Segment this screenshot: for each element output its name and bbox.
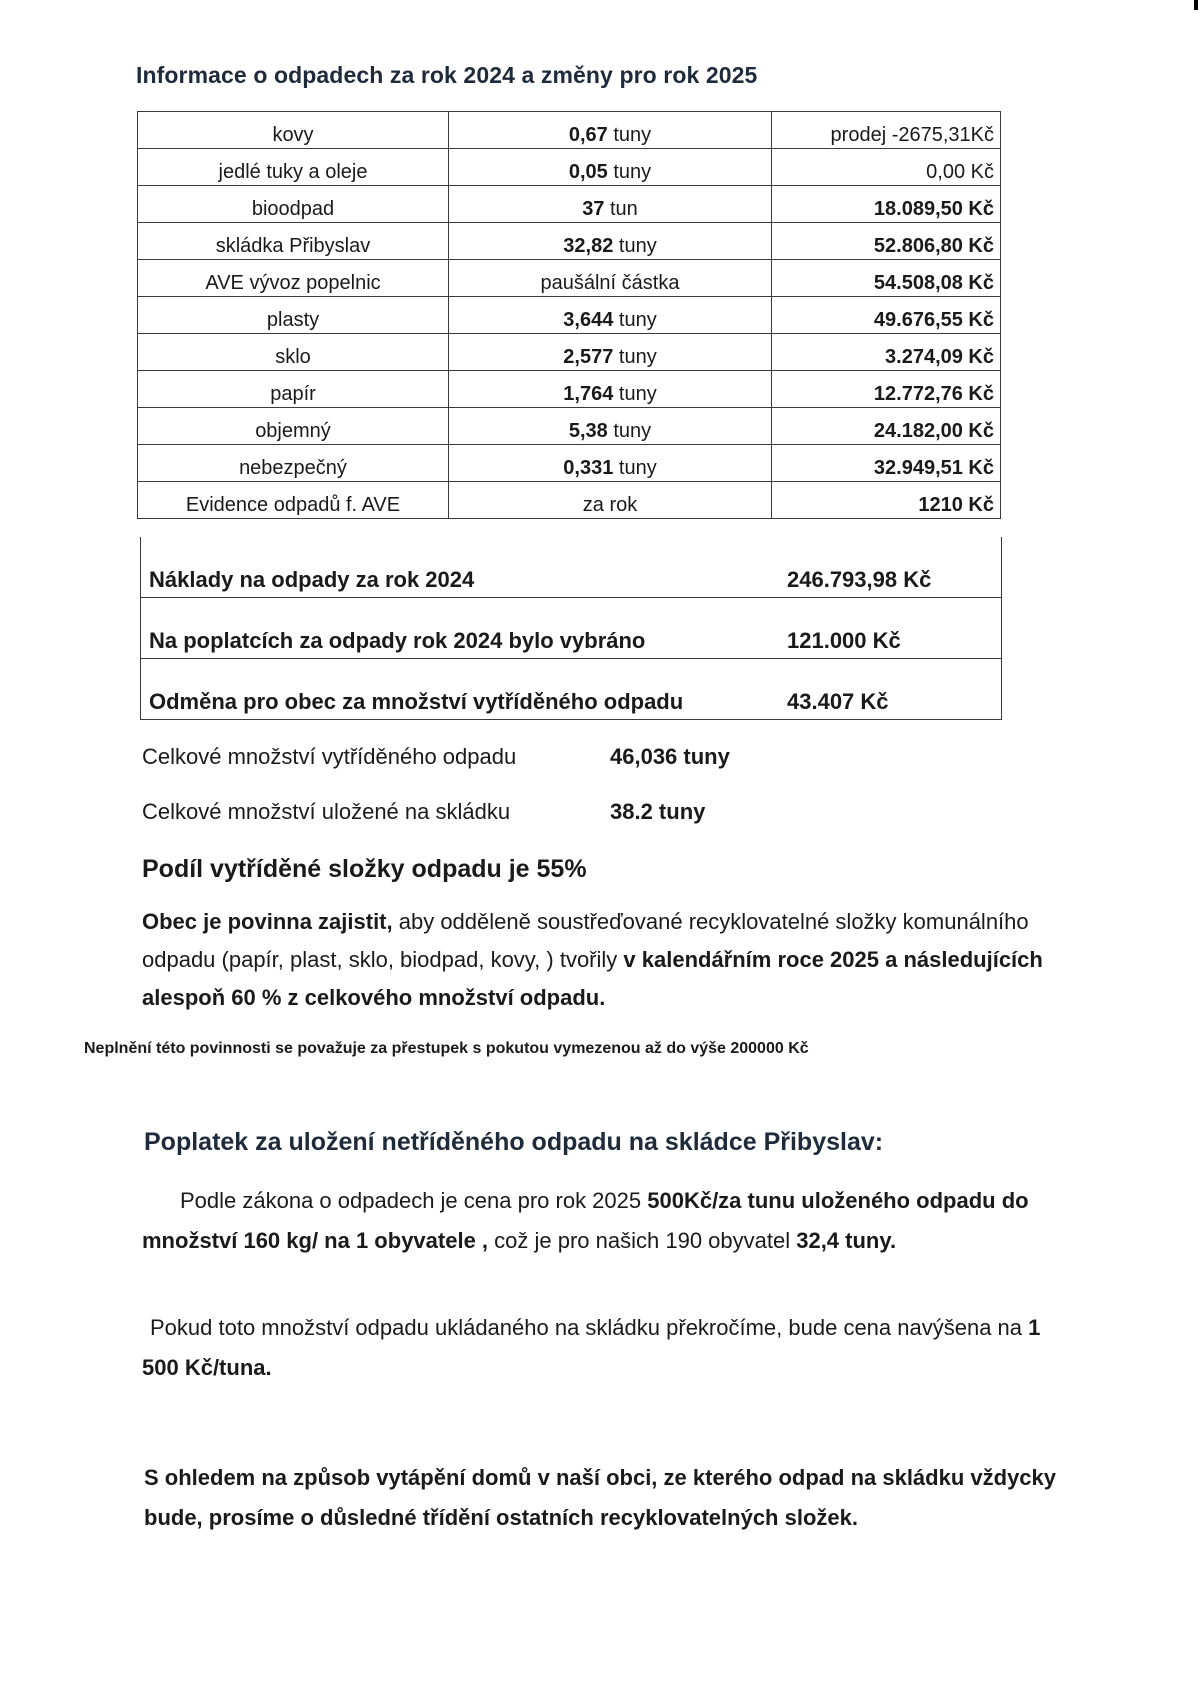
waste-table-row (138, 223, 1001, 260)
sorted-share-heading: Podíl vytříděné složky odpadu je 55% (142, 855, 587, 883)
waste-item: sklo (138, 334, 449, 371)
waste-table-row (138, 445, 1001, 482)
waste-table-row (138, 334, 1001, 371)
waste-item: objemný (138, 408, 449, 445)
fee-p2-a: Pokud toto množství odpadu ukládaného na skládku překročíme, bude cena navýšena na (150, 1315, 1029, 1340)
page-title: Informace o odpadech za rok 2024 a změny pro rok 2025 (136, 62, 758, 88)
summary-value: 121.000 Kč (759, 598, 1002, 659)
waste-item: AVE vývoz popelnic (138, 260, 449, 297)
waste-item: papír (138, 371, 449, 408)
final-note: S ohledem na způsob vytápění domů v naší obci, ze kterého odpad na skládku vždycky bude, prosíme o důsledné třídění ostatních recyklovatelných složek. (144, 1465, 1057, 1530)
waste-quantity-unit: tuny (613, 309, 657, 331)
landfill-total-value: 38.2 tuny (610, 799, 706, 824)
landfill-total-label: Celkové množství uložené na skládku (142, 799, 511, 824)
waste-quantity (449, 408, 772, 445)
waste-quantity (449, 371, 772, 408)
waste-table-row (138, 149, 1001, 186)
waste-quantity-unit: tuny (607, 161, 652, 183)
waste-table-row (138, 408, 1001, 445)
fee-p1-c: což je pro našich 190 obyvatel (488, 1228, 797, 1253)
fee-p2-b: 1 500 Kč/tuna. (142, 1315, 1041, 1380)
waste-quantity-number: 32,82 (563, 235, 614, 257)
waste-quantity (449, 445, 772, 482)
waste-item: bioodpad (138, 186, 449, 223)
waste-quantity-number: 2,577 (563, 346, 614, 368)
penalty-notice: Neplnění této povinnosti se považuje za přestupek s pokutou vymezenou až do výše 200000 Kč (84, 1040, 809, 1057)
summary-label: Náklady na odpady za rok 2024 (141, 537, 760, 598)
summary-table (140, 537, 1002, 720)
waste-quantity-number: 5,38 (568, 420, 608, 442)
obligation-paragraph (142, 903, 1072, 1017)
waste-table-row (138, 112, 1001, 149)
sorted-total-label: Celkové množství vytříděného odpadu (142, 744, 517, 769)
fee-p1-b: 500Kč/za tunu uloženého odpadu do množství 160 kg/ na 1 obyvatele , (142, 1188, 1029, 1253)
obligation-body: aby odděleně soustřeďované recyklovatelné složky komunálního odpadu (papír, plast, sklo, biodpad, kovy, ) tvořily (142, 909, 1029, 972)
fee-paragraph-2 (142, 1308, 1072, 1388)
waste-table-row (138, 186, 1001, 223)
waste-table-row (138, 482, 1001, 519)
waste-quantity-unit: za rok (582, 494, 638, 516)
waste-quantity-unit: tuny (613, 457, 657, 479)
obligation-emphasis: v kalendářním roce 2025 a následujících alespoň 60 % z celkového množství odpadu. (142, 947, 1043, 1010)
waste-quantity-unit: tuny (613, 346, 657, 368)
waste-quantity (449, 482, 772, 519)
waste-quantity (449, 186, 772, 223)
waste-quantity-unit: tuny (607, 420, 652, 442)
waste-quantity-number: 3,644 (563, 309, 614, 331)
waste-price: 54.508,08 Kč (772, 260, 1001, 297)
scan-edge-mark (1194, 0, 1198, 10)
waste-price: 3.274,09 Kč (772, 334, 1001, 371)
waste-item: plasty (138, 297, 449, 334)
summary-value: 246.793,98 Kč (759, 537, 1002, 598)
waste-item: jedlé tuky a oleje (138, 149, 449, 186)
waste-quantity (449, 112, 772, 149)
waste-table-row (138, 371, 1001, 408)
waste-price: 12.772,76 Kč (772, 371, 1001, 408)
waste-item: nebezpečný (138, 445, 449, 482)
waste-quantity-unit: tuny (613, 235, 657, 257)
waste-quantity (449, 297, 772, 334)
waste-quantity (449, 334, 772, 371)
waste-price: 32.949,51 Kč (772, 445, 1001, 482)
summary-label: Odměna pro obec za množství vytříděného odpadu (141, 659, 760, 720)
summary-label: Na poplatcích za odpady rok 2024 bylo vybráno (141, 598, 760, 659)
waste-table-row (138, 297, 1001, 334)
waste-quantity-number: 0,05 (568, 161, 608, 183)
waste-table-body (138, 112, 1001, 519)
fee-heading: Poplatek za uložení netříděného odpadu na skládce Přibyslav: (144, 1128, 884, 1156)
summary-row-costs (141, 537, 1002, 598)
summary-row-reward (141, 659, 1002, 720)
waste-quantity (449, 260, 772, 297)
waste-quantity-number: 0,67 (568, 124, 608, 146)
waste-price: 18.089,50 Kč (772, 186, 1001, 223)
waste-price: prodej -2675,31Kč (772, 112, 1001, 149)
waste-quantity-unit: tuny (613, 383, 657, 405)
waste-quantity (449, 223, 772, 260)
waste-price: 52.806,80 Kč (772, 223, 1001, 260)
fee-p1-d: 32,4 tuny. (796, 1228, 897, 1253)
summary-row-collected (141, 598, 1002, 659)
fee-p1-a: Podle zákona o odpadech je cena pro rok 2025 (180, 1188, 648, 1213)
waste-table (137, 111, 1001, 519)
obligation-lead: Obec je povinna zajistit, (142, 909, 393, 934)
waste-price: 24.182,00 Kč (772, 408, 1001, 445)
waste-item: Evidence odpadů f. AVE (138, 482, 449, 519)
waste-quantity-unit: tun (604, 198, 638, 220)
sorted-total-row (142, 744, 730, 770)
waste-price: 0,00 Kč (772, 149, 1001, 186)
waste-quantity-number: 1,764 (563, 383, 614, 405)
summary-value: 43.407 Kč (759, 659, 1002, 720)
waste-quantity-unit: tuny (607, 124, 652, 146)
sorted-total-value: 46,036 tuny (610, 744, 730, 769)
waste-item: kovy (138, 112, 449, 149)
waste-quantity (449, 149, 772, 186)
waste-table-row (138, 260, 1001, 297)
waste-price: 1210 Kč (772, 482, 1001, 519)
waste-quantity-unit: paušální částka (540, 272, 680, 294)
waste-quantity-number: 37 (582, 198, 605, 220)
waste-item: skládka Přibyslav (138, 223, 449, 260)
waste-quantity-number: 0,331 (563, 457, 614, 479)
fee-paragraph-1 (142, 1181, 1072, 1261)
landfill-total-row (142, 799, 705, 825)
waste-price: 49.676,55 Kč (772, 297, 1001, 334)
